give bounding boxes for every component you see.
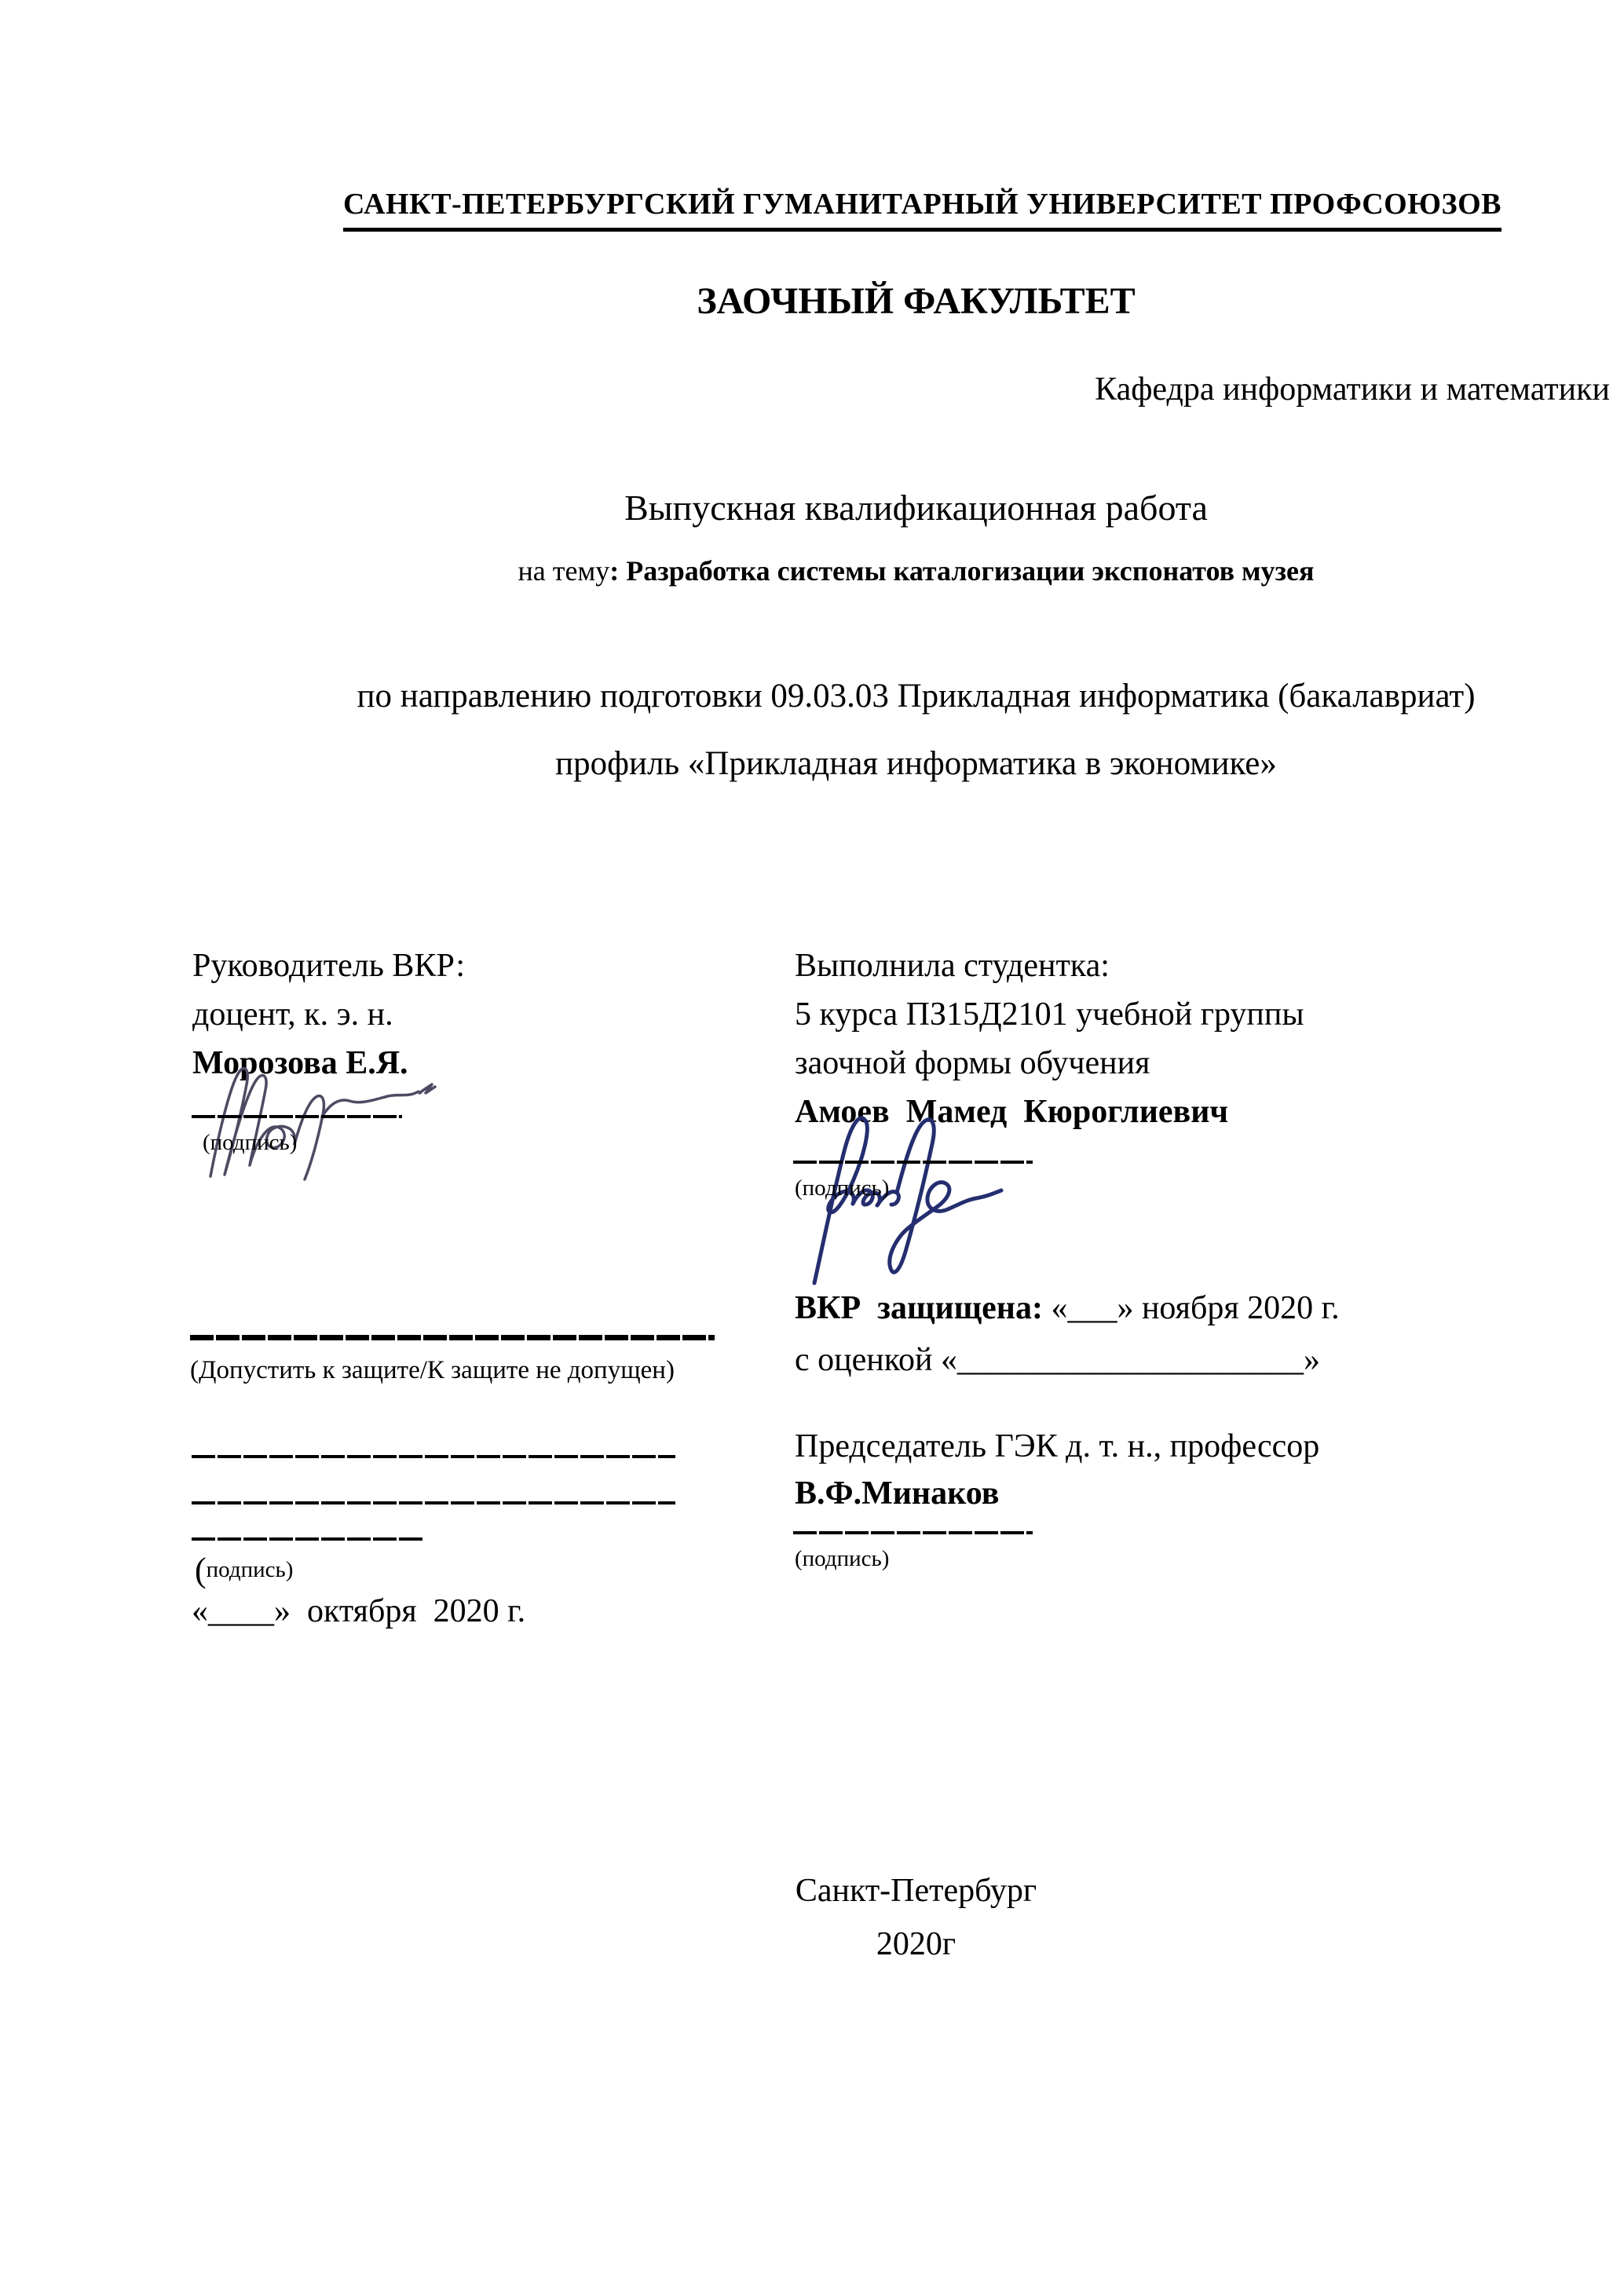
student-signature-line xyxy=(793,1161,1033,1164)
topic-text: : Разработка системы каталогизации экспонатов музея xyxy=(609,555,1315,587)
admission-signature-line xyxy=(192,1537,424,1541)
admission-blank-line-1 xyxy=(192,1455,675,1458)
supervisor-signature-line xyxy=(192,1115,402,1118)
defense-label: ВКР защищена: xyxy=(795,1290,1043,1326)
student-label: Выполнила студентка: xyxy=(795,948,1110,984)
student-signature-caption: (подпись) xyxy=(795,1175,890,1201)
chairman-title: Председатель ГЭК д. т. н., профессор xyxy=(795,1428,1320,1464)
supervisor-name: Морозова Е.Я. xyxy=(192,1045,408,1081)
topic-prefix: на тему xyxy=(518,555,610,587)
chairman-name: В.Ф.Минаков xyxy=(795,1475,1000,1512)
student-name: Амоев Мамед Кюроглиевич xyxy=(795,1094,1229,1130)
city-line: Санкт-Петербург xyxy=(795,1873,1037,1909)
university-header-band xyxy=(208,173,1624,246)
admission-caption: (Допустить к защите/К защите не допущен) xyxy=(190,1356,675,1384)
admission-line xyxy=(190,1335,715,1340)
profile-line: профиль «Прикладная информатика в экономике» xyxy=(555,745,1277,782)
chairman-signature-caption: (подпись) xyxy=(795,1546,890,1571)
direction-line: по направлению подготовки 09.03.03 Прикладная информатика (бакалавриат) xyxy=(357,678,1476,715)
defense-date: «___» ноября 2020 г. xyxy=(1042,1290,1340,1326)
student-form: заочной формы обучения xyxy=(795,1045,1150,1081)
admission-date-line: «____» октября 2020 г. xyxy=(192,1593,526,1629)
university-name: САНКТ-ПЕТЕРБУРГСКИЙ ГУМАНИТАРНЫЙ УНИВЕРСИТЕТ ПРОФСОЮЗОВ xyxy=(343,187,1501,232)
work-type-title: Выпускная квалификационная работа xyxy=(624,488,1208,528)
supervisor-degree: доцент, к. э. н. xyxy=(192,996,393,1033)
topic-line xyxy=(208,554,1624,587)
admission-caption-word: подпись) xyxy=(206,1557,294,1582)
faculty-name: ЗАОЧНЫЙ ФАКУЛЬТЕТ xyxy=(697,280,1136,322)
admission-signature-caption xyxy=(195,1550,293,1591)
supervisor-label: Руководитель ВКР: xyxy=(192,948,466,984)
chairman-signature-line xyxy=(793,1531,1033,1534)
defense-grade-line: с оценкой «_____________________» xyxy=(795,1342,1320,1378)
supervisor-signature-caption: (подпись) xyxy=(203,1130,298,1155)
admission-blank-line-2 xyxy=(192,1501,675,1504)
year-line: 2020г xyxy=(876,1926,956,1962)
department-name: Кафедра информатики и математики xyxy=(1095,371,1610,408)
admission-caption-paren: ( xyxy=(195,1551,207,1589)
student-group: 5 курса ПЗ15Д2101 учебной группы xyxy=(795,996,1304,1033)
defense-line xyxy=(795,1289,1340,1329)
